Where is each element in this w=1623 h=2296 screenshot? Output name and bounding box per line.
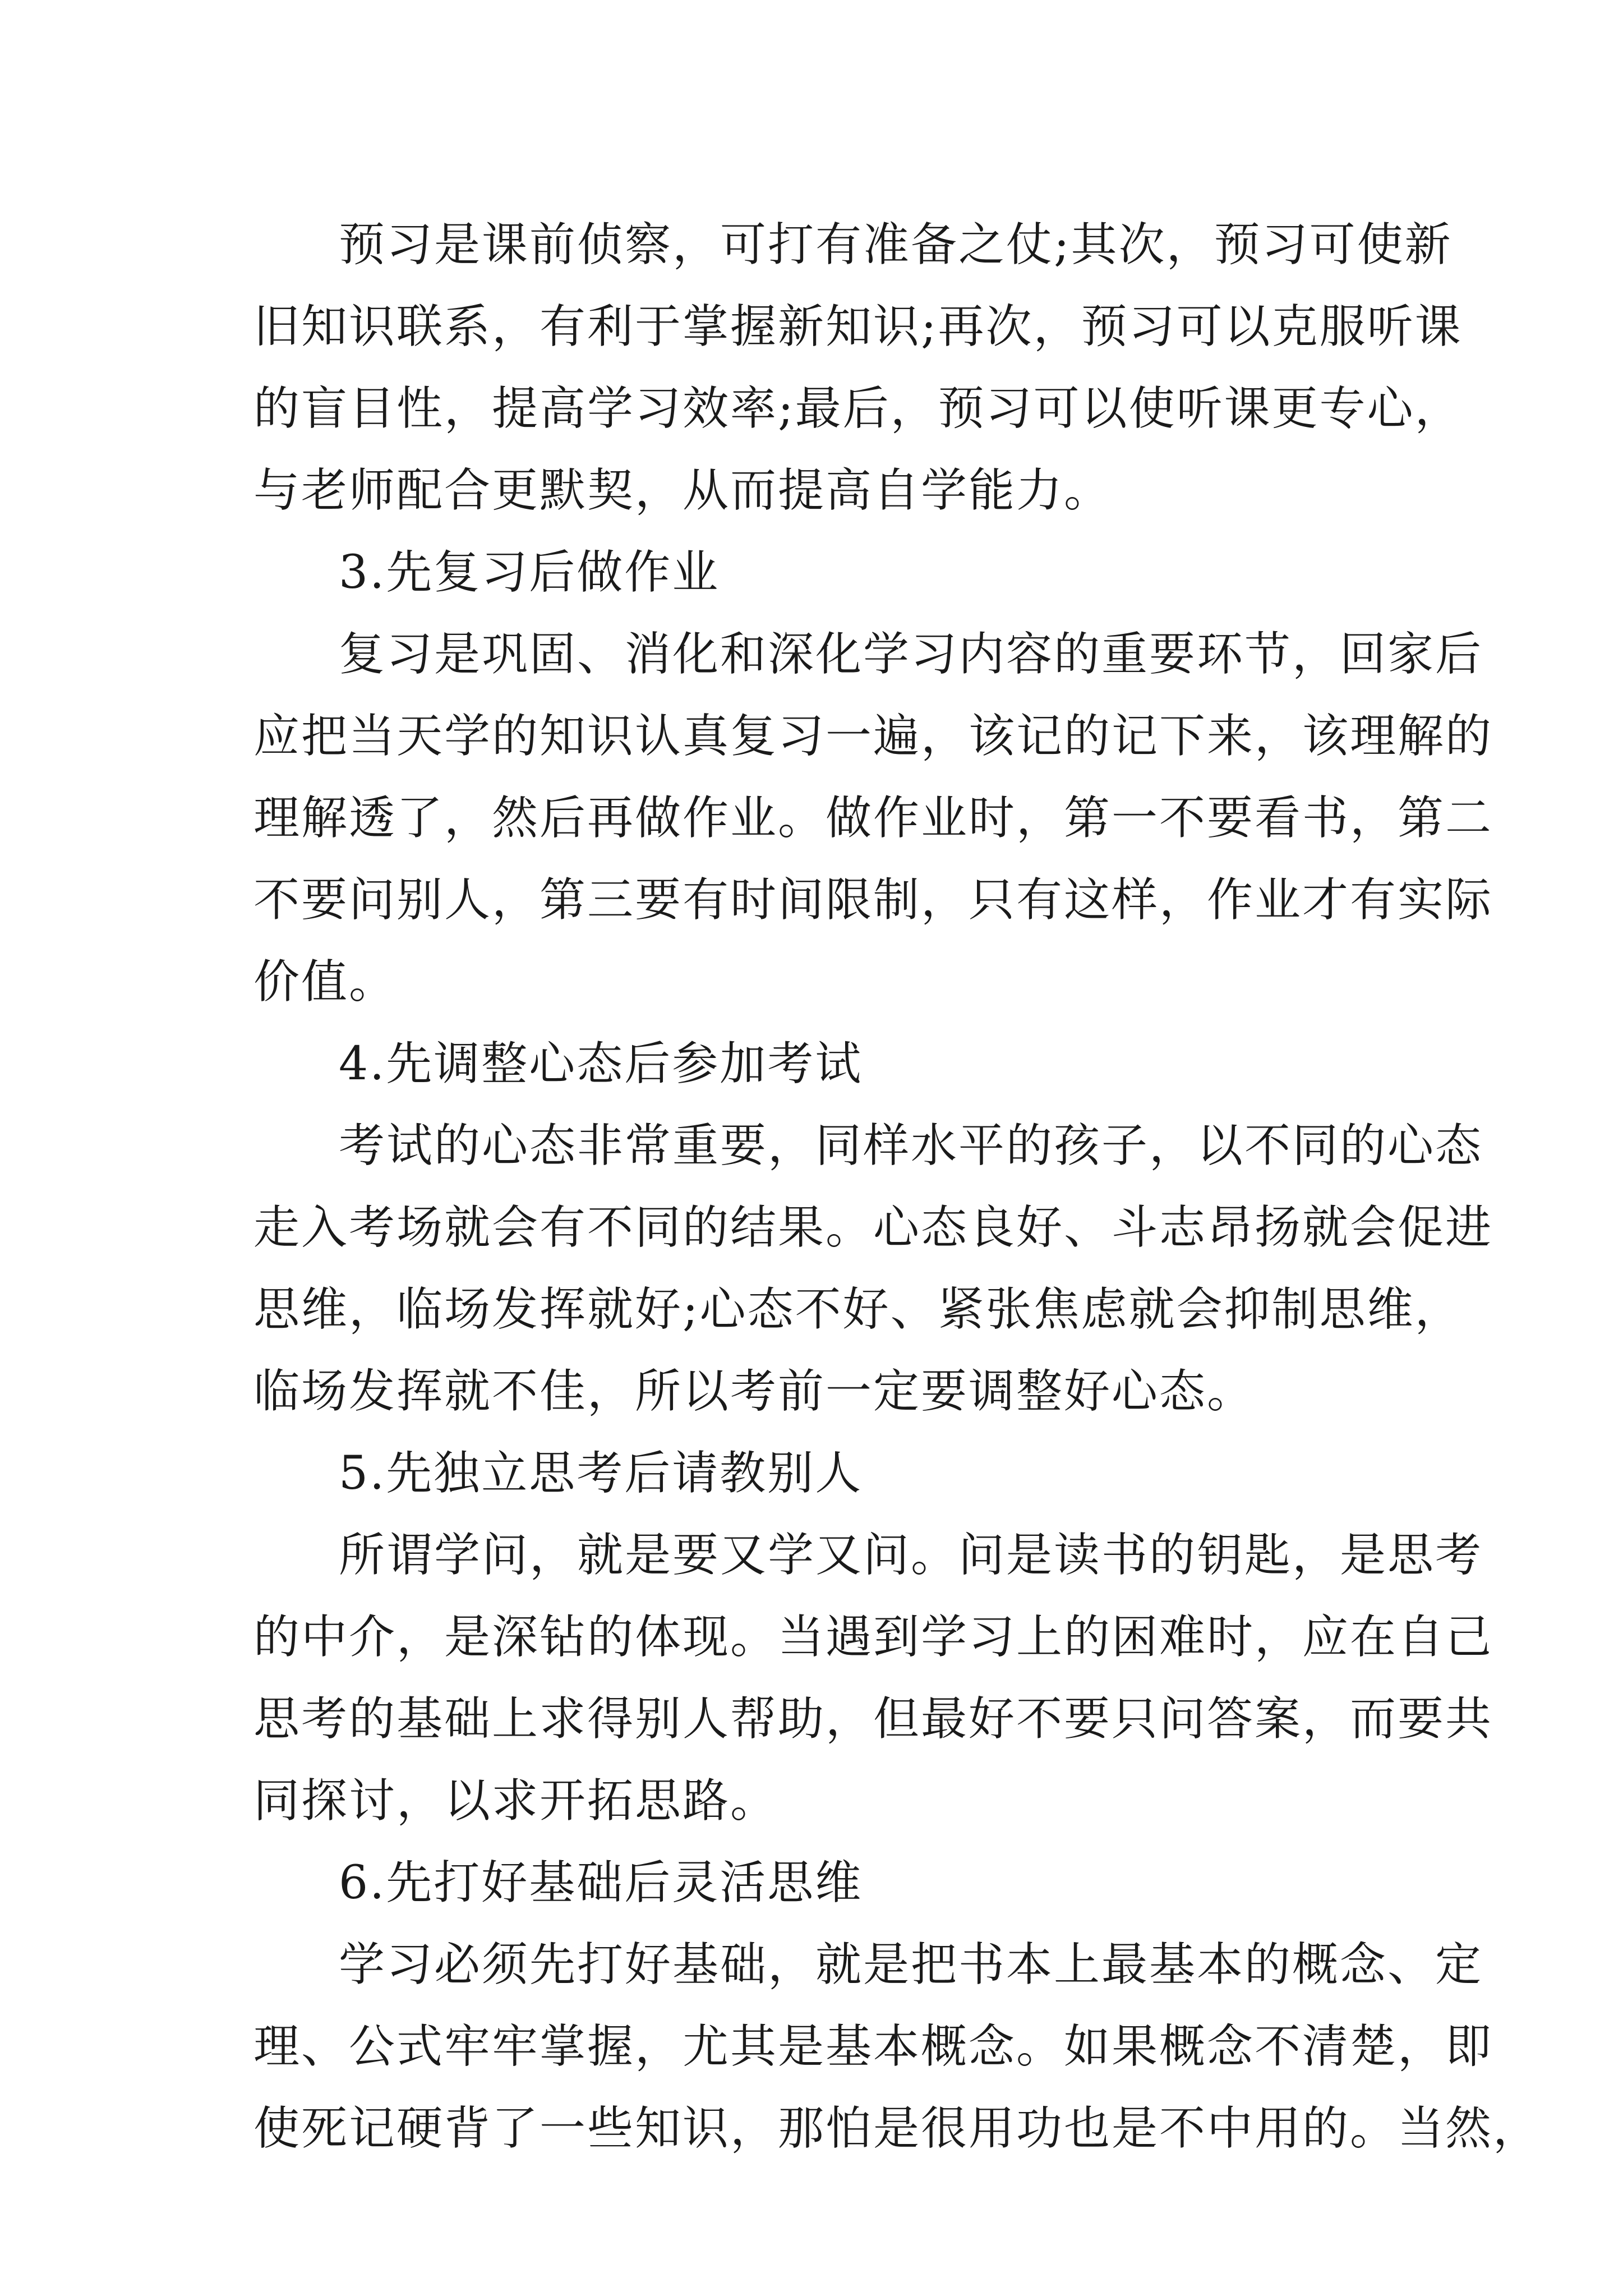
section-heading: 3.先复习后做作业 <box>339 546 720 599</box>
text-line: 的盲目性，提高学习效率;最后，预习可以使听课更专心， <box>253 382 1463 435</box>
text-line: 同探讨，以求开拓思路。 <box>253 1774 778 1828</box>
text-line: 学习必须先打好基础，就是把书本上最基本的概念、定 <box>339 1938 1483 1991</box>
text-line: 的中介，是深钻的体现。当遇到学习上的困难时，应在自己 <box>253 1611 1493 1664</box>
text-line: 使死记硬背了一些知识，那怕是很用功也是不中用的。当然， <box>253 2102 1541 2155</box>
text-line: 所谓学问，就是要又学又问。问是读书的钥匙，是思考 <box>339 1529 1483 1582</box>
text-line: 理解透了，然后再做作业。做作业时，第一不要看书，第二 <box>253 792 1493 845</box>
text-line: 复习是巩固、消化和深化学习内容的重要环节，回家后 <box>339 628 1483 681</box>
text-line: 考试的心态非常重要，同样水平的孩子，以不同的心态 <box>339 1119 1483 1172</box>
section-heading: 5.先独立思考后请教别人 <box>339 1447 863 1500</box>
text-line: 思维，临场发挥就好;心态不好、紧张焦虑就会抑制思维， <box>253 1283 1463 1336</box>
text-line: 走入考场就会有不同的结果。心态良好、斗志昂扬就会促进 <box>253 1201 1493 1254</box>
text-line: 理、公式牢牢掌握，尤其是基本概念。如果概念不清楚，即 <box>253 2020 1493 2073</box>
text-line: 与老师配合更默契，从而提高自学能力。 <box>253 464 1112 517</box>
document-page <box>253 204 1541 2170</box>
section-heading: 4.先调整心态后参加考试 <box>339 1037 863 1091</box>
text-line: 旧知识联系，有利于掌握新知识;再次，预习可以克服听课 <box>253 300 1463 353</box>
text-line: 临场发挥就不佳，所以考前一定要调整好心态。 <box>253 1365 1255 1418</box>
text-line: 思考的基础上求得别人帮助，但最好不要只问答案，而要共 <box>253 1692 1493 1746</box>
text-line: 预习是课前侦察，可打有准备之仗;其次，预习可使新 <box>339 218 1453 272</box>
section-heading: 6.先打好基础后灵活思维 <box>339 1856 863 1910</box>
text-line: 应把当天学的知识认真复习一遍，该记的记下来，该理解的 <box>253 710 1493 763</box>
text-line: 价值。 <box>253 955 397 1009</box>
text-line: 不要问别人，第三要有时间限制，只有这样，作业才有实际 <box>253 873 1493 927</box>
